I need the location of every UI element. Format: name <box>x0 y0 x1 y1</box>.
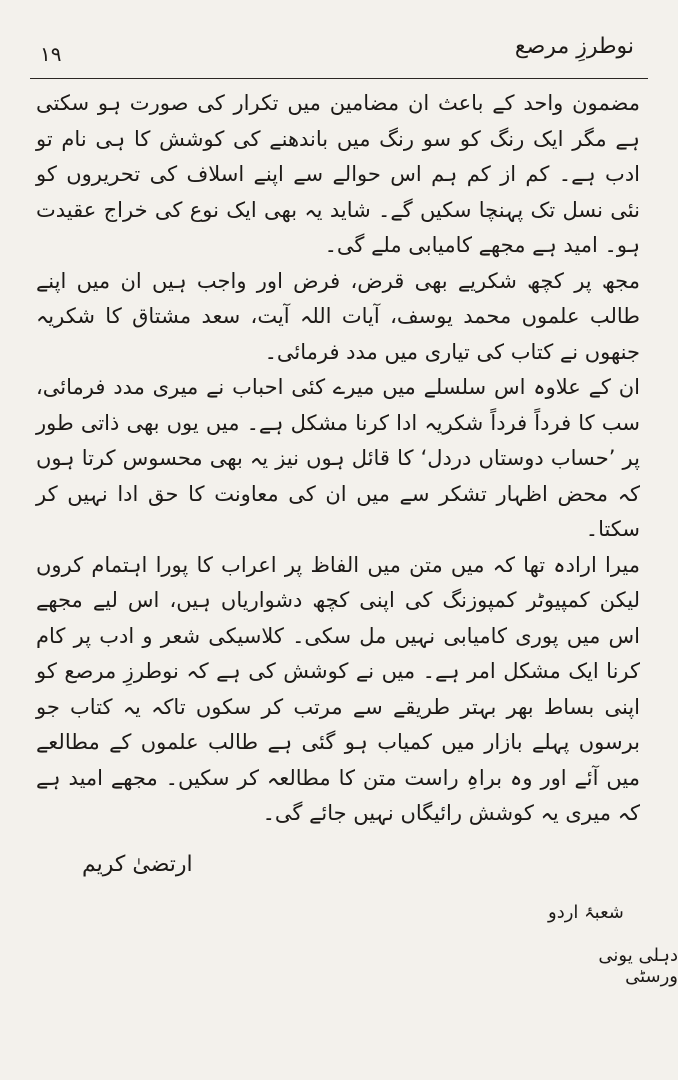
running-title: نوطرزِ مرصع <box>514 34 634 59</box>
paragraph-3: ان کے علاوہ اس سلسلے میں میرے کئی احباب نے میری مدد فرمائی، سب کا فرداً فرداً شکریہ ادا کرنا مشکل ہے۔ میں یوں بھی ذاتی طور پر ’حساب دوستاں دردل‘ کا قائل ہوں نیز یہ بھی محسوس کرتا ہوں کہ محض اظہار تشکر سے میں ان کی معاونت کا حق ادا نہیں کر سکتا۔ <box>36 375 640 541</box>
paragraph-4: میرا ارادہ تھا کہ میں متن میں الفاظ پر اعراب کا پورا اہتمام کروں لیکن کمپیوٹر کمپوزنگ کی اپنی کچھ دشواریاں ہیں، اس لیے مجھے اس میں پوری کامیابی نہیں مل سکی۔ کلاسیکی شعر و ادب پر کام کرنا ایک مشکل امر ہے۔ میں نے کوشش کی ہے کہ نوطرزِ مرصع کو اپنی بساط بھر بہتر طریقے سے مرتب کر سکوں تاکہ یہ کتاب جو برسوں پہلے بازار میں کمیاب ہو گئی ہے طالب علموں کے مطالعے میں آئے اور وہ براہِ راست متن کا مطالعہ کر سکیں۔ مجھے امید ہے کہ میری یہ کوشش رائیگاں نہیں جائے گی۔ <box>36 552 640 825</box>
author-signature: ارتضیٰ کریم <box>82 852 193 877</box>
paragraph-1: مضمون واحد کے باعث ان مضامین میں تکرار کی صورت ہو سکتی ہے مگر ایک رنگ کو سو رنگ میں باندھنے کی کوشش کا ہی نام تو ادب ہے۔ کم از کم ہم اس حوالے سے اپنے اسلاف کی تحریروں کو نئی نسل تک پہنچا سکیں گے۔ شاید یہ بھی ایک نوع کی خراج عقیدت ہو۔ امید ہے مجھے کامیابی ملے گی۔ <box>36 91 640 257</box>
page-header <box>30 30 648 70</box>
university-name: دہلی یونی ورسٹی <box>598 945 678 987</box>
page-number: ۱۹ <box>40 42 62 66</box>
department-name: شعبۂ اردو <box>548 902 624 923</box>
paragraph-2: مجھ پر کچھ شکریے بھی قرض، فرض اور واجب ہیں ان میں اپنے طالب علموں محمد یوسف، آیات اللہ آیت، سعد مشتاق کا شکریہ جنھوں نے کتاب کی تیاری میں مدد فرمائی۔ <box>36 268 640 364</box>
body-text <box>36 86 640 832</box>
header-rule <box>30 78 648 79</box>
